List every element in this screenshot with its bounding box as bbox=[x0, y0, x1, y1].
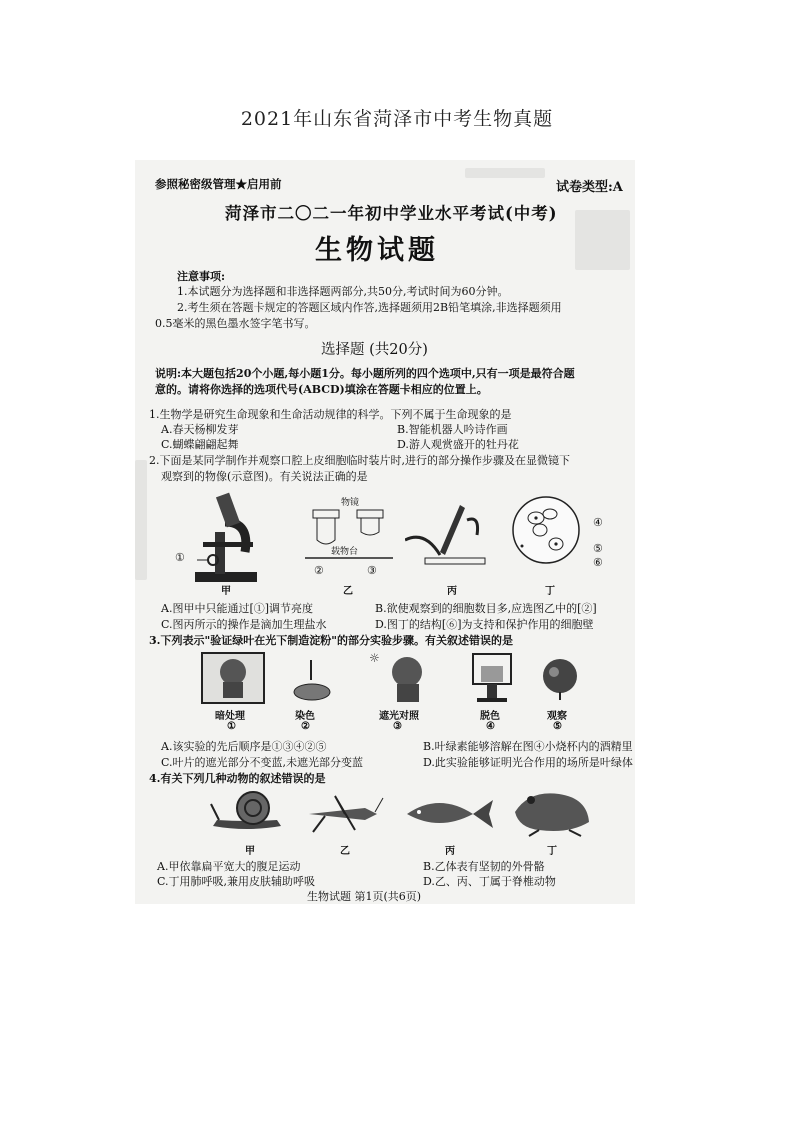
q2-option-d: D.图丁的结构[⑥]为支持和保护作用的细胞壁 bbox=[375, 618, 594, 631]
label-objective: 物镜 bbox=[341, 498, 360, 508]
svg-text:☼: ☼ bbox=[369, 651, 380, 665]
notes-heading: 注意事项: bbox=[177, 270, 226, 283]
fish-illustration bbox=[399, 792, 495, 840]
fig-marker-2: ② bbox=[314, 564, 324, 577]
q2-option-b: B.欲使观察到的细胞数目多,应选图乙中的[②] bbox=[375, 602, 597, 615]
q4-option-c: C.丁用肺呼吸,兼用皮肤辅助呼吸 bbox=[157, 875, 316, 888]
q3-step-5-num: ⑤ bbox=[553, 721, 562, 732]
cell-view-illustration bbox=[510, 494, 590, 574]
shading-illustration bbox=[367, 650, 437, 706]
q1-stem: 1.生物学是研究生命现象和生命活动规律的科学。下列不属于生命现象的是 bbox=[149, 408, 512, 421]
q3-step-5-label: 观察 bbox=[547, 711, 567, 722]
q1-option-d: D.游人观赏盛开的牡丹花 bbox=[397, 438, 519, 451]
q2-option-c: C.图丙所示的操作是滴加生理盐水 bbox=[161, 618, 327, 631]
page-footer: 生物试题 第1页(共6页) bbox=[307, 890, 422, 903]
q3-step-3-label: 遮光对照 bbox=[379, 711, 419, 722]
q4-caption-ding: 丁 bbox=[547, 846, 557, 857]
q4-caption-bing: 丙 bbox=[445, 846, 455, 857]
grasshopper-illustration bbox=[305, 792, 385, 836]
scan-noise bbox=[575, 210, 630, 270]
snail-illustration bbox=[207, 786, 287, 836]
dark-treatment-illustration bbox=[201, 652, 265, 704]
q4-caption-yi: 乙 bbox=[340, 846, 350, 857]
subject-title: 生物试题 bbox=[315, 235, 439, 266]
notes-line-1: 1.本试题分为选择题和非选择题两部分,共50分,考试时间为60分钟。 bbox=[177, 285, 509, 298]
q3-stem: 3.下列表示"验证绿叶在光下制造淀粉"的部分实验步骤。有关叙述错误的是 bbox=[149, 634, 513, 647]
q3-step-2-label: 染色 bbox=[295, 711, 315, 722]
microscope-illustration bbox=[185, 492, 275, 584]
label-stage: 载物台 bbox=[331, 547, 359, 557]
q3-step-4-num: ④ bbox=[486, 721, 495, 732]
q3-step-1-num: ① bbox=[227, 721, 236, 732]
staining-illustration bbox=[289, 658, 335, 704]
q2-option-a: A.图甲中只能通过[①]调节亮度 bbox=[161, 602, 314, 615]
observation-illustration bbox=[539, 656, 581, 702]
q3-option-a: A.该实验的先后顺序是①③④②⑤ bbox=[161, 740, 327, 753]
q2-caption-ding: 丁 bbox=[545, 586, 555, 597]
q4-option-d: D.乙、丙、丁属于脊椎动物 bbox=[423, 875, 556, 888]
section-desc-2: 意的。请将你选择的选项代号(ABCD)填涂在答题卡相应的位置上。 bbox=[155, 383, 488, 396]
q2-caption-jia: 甲 bbox=[221, 586, 231, 597]
section-desc-1: 说明:本大题包括20个小题,每小题1分。每小题所列的四个选项中,只有一项是最符合题 bbox=[155, 367, 575, 380]
objective-lenses-illustration bbox=[305, 500, 395, 570]
slide-preparation-illustration bbox=[405, 500, 495, 570]
q2-stem-2: 观察到的物像(示意图)。有关说法正确的是 bbox=[161, 470, 368, 483]
scan-noise bbox=[465, 168, 545, 178]
q2-caption-yi: 乙 bbox=[343, 586, 353, 597]
q3-step-4-label: 脱色 bbox=[480, 711, 500, 722]
q4-caption-jia: 甲 bbox=[245, 846, 255, 857]
q1-option-c: C.蝴蝶翩翩起舞 bbox=[161, 438, 239, 451]
decolorizing-illustration bbox=[469, 652, 515, 706]
q3-step-2-num: ② bbox=[301, 721, 310, 732]
scanned-exam-page bbox=[135, 160, 635, 904]
fig-marker-4: ④ bbox=[593, 516, 603, 529]
q2-stem-1: 2.下面是某同学制作并观察口腔上皮细胞临时装片时,进行的部分操作步骤及在显微镜下 bbox=[149, 454, 570, 467]
fig-marker-6: ⑥ bbox=[593, 556, 603, 569]
scan-noise bbox=[135, 460, 147, 580]
q4-option-b: B.乙体表有坚韧的外骨骼 bbox=[423, 860, 545, 873]
q1-option-b: B.智能机器人吟诗作画 bbox=[397, 423, 508, 436]
q3-option-d: D.此实验能够证明光合作用的场所是叶绿体 bbox=[423, 756, 633, 769]
q3-step-3-num: ③ bbox=[393, 721, 402, 732]
fig-marker-1: ① bbox=[175, 551, 185, 564]
notes-line-3: 0.5毫米的黑色墨水签字笔书写。 bbox=[155, 317, 316, 330]
paper-type: 试卷类型:A bbox=[556, 180, 623, 195]
q4-option-a: A.甲依靠扁平宽大的腹足运动 bbox=[157, 860, 301, 873]
q1-option-a: A.春天杨柳发芽 bbox=[161, 423, 239, 436]
secrecy-level: 参照秘密级管理★启用前 bbox=[155, 177, 282, 191]
section-title: 选择题 (共20分) bbox=[321, 342, 428, 358]
fig-marker-3: ③ bbox=[367, 564, 377, 577]
page-title: 2021年山东省菏泽市中考生物真题 bbox=[240, 108, 554, 130]
exam-name: 菏泽市二〇二一年初中学业水平考试(中考) bbox=[225, 204, 558, 223]
notes-line-2: 2.考生须在答题卡规定的答题区域内作答,选择题须用2B铅笔填涂,非选择题须用 bbox=[177, 301, 562, 314]
q2-caption-bing: 丙 bbox=[447, 586, 457, 597]
q3-step-1-label: 暗处理 bbox=[215, 711, 245, 722]
q4-stem: 4.有关下列几种动物的叙述错误的是 bbox=[149, 772, 326, 785]
q3-option-b: B.叶绿素能够溶解在图④小烧杯内的酒精里 bbox=[423, 740, 633, 753]
q3-option-c: C.叶片的遮光部分不变蓝,未遮光部分变蓝 bbox=[161, 756, 364, 769]
fig-marker-5: ⑤ bbox=[593, 542, 603, 555]
frog-illustration bbox=[509, 782, 595, 838]
